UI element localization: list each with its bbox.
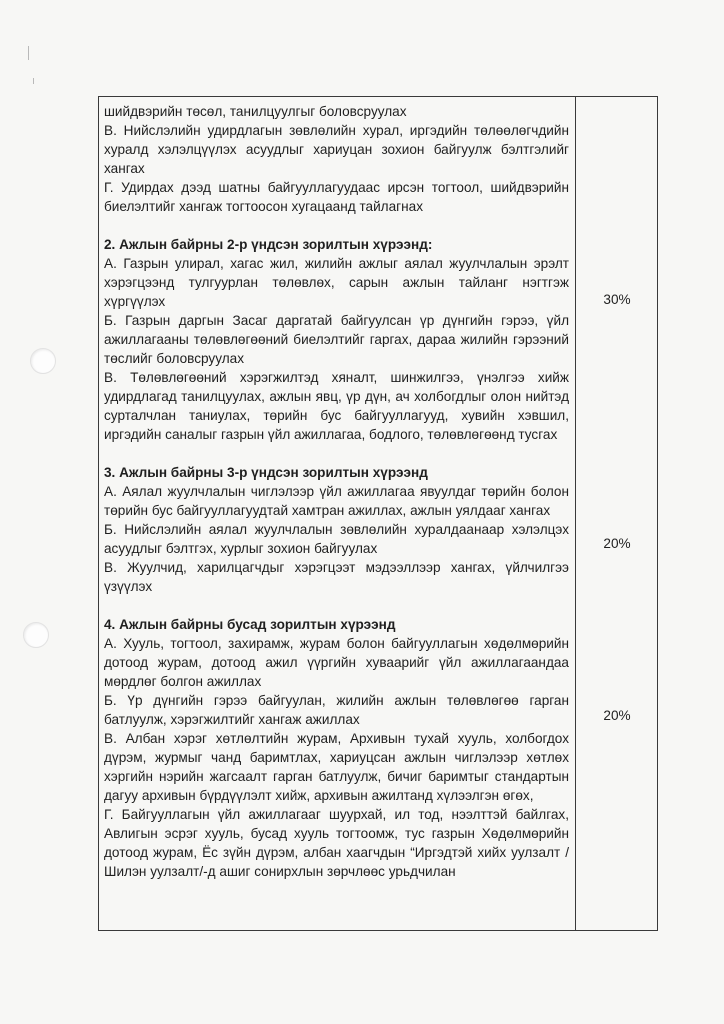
section-item: А. Аялал жуулчлалын чиглэлээр үйл ажиллагаа явуулдаг төрийн болон төрийн бус байгууллагуудтай хамтран ажиллах, ажлын уялдааг хангах [104,484,569,518]
intro-paragraph: шийдвэрийн төсөл, танилцуулгыг боловсруулах [104,104,407,119]
duties-column [104,102,569,881]
section-item: А. Хууль, тогтоол, захирамж, журам болон байгууллагын хөдөлмөрийн дотоод журам, дотоод ажил үүргийн хуваарийг үйл ажиллагаандаа мөрдлөг болгон ажиллах [104,636,569,689]
section-item: В. Албан хэрэг хөтлөлтийн журам, Архивын тухай хууль, холбогдох дүрэм, журмыг чанд баримтлах, хариуцсан ажлын чиглэлээр хөтлөх хэргийн нэрийн жагсаалт гарган батлуулж, бичиг баримтыг стандартын дагуу архивын бүрдүүлэлт хийж, архивын ажилтанд хүлээлгэн өгөх, [104,731,569,803]
intro-paragraph: Г. Удирдах дээд шатны байгууллагуудаас ирсэн тогтоол, шийдвэрийн биелэлтийг хангаж тогтоосон хугацаанд тайлагнах [104,180,569,214]
section-heading: 3. Ажлын байрны 3-р үндсэн зорилтын хүрээнд [104,465,428,480]
section-heading: 4. Ажлын байрны бусад зорилтын хүрээнд [104,617,396,632]
column-divider [575,97,576,930]
section-percentage: 30% [603,292,631,307]
section-item: Г. Байгууллагын үйл ажиллагааг шуурхай, ил тод, нээлттэй байлгах, Авлигын эсрэг хууль, бусад хууль тогтоомж, тус газрын Хөдөлмөрийн дотоод журам, Ёс зүйн дүрэм, албан хаагчдын “Иргэдтэй хийх уулзалт /Шилэн уулзалт/-д ашиг сонирхлын зөрчлөөс урьдчилан [104,807,569,879]
section-item: Б. Газрын даргын Засаг даргатай байгуулсан үр дүнгийн гэрээ, үйл ажиллагааны төлөвлөгөөний биелэлтийг гаргах, дараа жилийн гэрээний төслийг боловсруулах [104,313,569,366]
section-percentage: 20% [603,536,631,551]
scan-mark [28,46,29,60]
punch-hole [30,348,56,374]
section-4 [104,615,569,881]
section-item: Б. Нийслэлийн аялал жуулчлалын зөвлөлийн хуралдаанаар хэлэлцэх асуудлыг бэлтгэх, хурлыг зохион байгуулах [104,522,569,556]
punch-hole [23,622,49,648]
section-item: В. Төлөвлөгөөний хэрэгжилтэд хяналт, шинжилгээ, үнэлгээ хийж удирдлагад танилцуулах, ажлын явц, үр дүн, ач холбогдлыг олон нийтэд сурталчлан таниулах, төрийн бус байгууллагууд, хувийн хэвшил, иргэдийн саналыг газрын үйл ажиллагаа, бодлого, төлөвлөгөөнд тусгах [104,370,569,442]
section-heading: 2. Ажлын байрны 2-р үндсэн зорилтын хүрээнд: [104,237,433,252]
section-item: Б. Үр дүнгийн гэрээ байгуулан, жилийн ажлын төлөвлөгөө гарган батлуулж, хэрэгжилтийг хангаж ажиллах [104,693,569,727]
section-3 [104,463,569,596]
scan-mark [33,78,34,84]
intro-paragraph: В. Нийслэлийн удирдлагын зөвлөлийн хурал, иргэдийн төлөөлөгчдийн хуралд хэлэлцүүлэх асуудлыг хариуцан зохион байгуулж бэлтгэлийг хангах [104,123,569,176]
section-2 [104,235,569,444]
duties-table [98,96,658,931]
section-item: В. Жуулчид, харилцагчдыг хэрэгцээт мэдээллээр хангах, үйлчилгээ үзүүлэх [104,560,569,594]
section-percentage: 20% [603,708,631,723]
section-item: А. Газрын улирал, хагас жил, жилийн ажлыг аялал жуулчлалын эрэлт хэрэгцээнд тулгуурлан төлөвлөх, сарын ажлын тайланг нэгтгэж хүргүүлэх [104,256,569,309]
